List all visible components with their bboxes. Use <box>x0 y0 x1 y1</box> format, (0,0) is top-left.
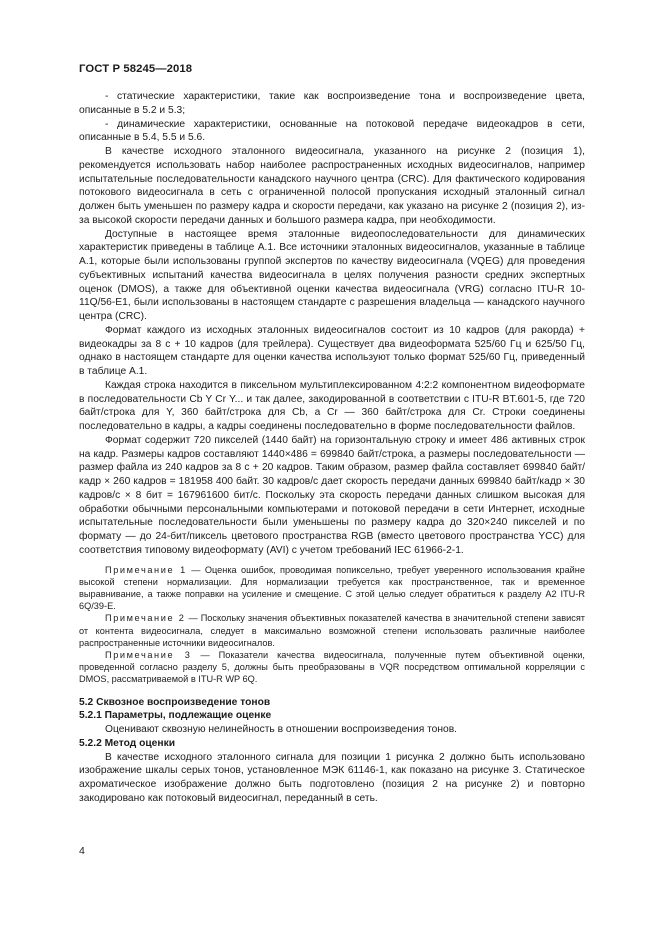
note-label: Примечание 2 <box>105 613 186 624</box>
page-number: 4 <box>79 845 85 857</box>
note-text: — Оценка ошибок, проводимая попиксельно, требует уверенного использования крайне высокой степени нормализации. Для нормализации требуется как пространственное, так и временное выравнивание, а также поправки на усиление и смещение. С этой целью следует обратиться к разделу А2 ITU-R 6Q/39-E. <box>79 564 585 612</box>
note-text: — Поскольку значения объективных показателей качества в значительной степени зависят от контента видеосигнала, следует в максимально возможной степени использовать различные наиболее распространенные источники видеосигналов. <box>79 613 585 648</box>
paragraph-format: Формат каждого из исходных эталонных видеосигналов состоит из 10 кадров (для ракорда) + видеокадры за 8 с + 10 кадров (для трейлера). Существует два видеоформата 525/60 Гц и 625/50 Гц, однако в настоящем стандарте для оценки качества используют только формат 525/60 Гц, приведенный в таблице А.1. <box>79 324 585 377</box>
note-label: Примечание 3 <box>105 649 192 660</box>
subsection-heading-method: 5.2.2 Метод оценки <box>79 737 175 749</box>
note-3 <box>79 649 585 686</box>
subsection-heading-parameters: 5.2.1 Параметры, подлежащие оценке <box>79 710 272 722</box>
paragraph-parameters: Оценивают сквозную нелинейность в отношении воспроизведения тонов. <box>105 724 458 736</box>
paragraph-reference-source: В качестве исходного эталонного видеосигнала, указанного на рисунке 2 (позиция 1), рекомендуется использовать набор наиболее распространенных исходных видеосигналов, например испытательные последовательности канадского научного центра (CRC). Для фактического кодирования потокового видеосигнала в сеть с ограниченной полосой пропускания исходный эталонный сигнал должен быть уменьшен по размеру кадра и скорости передачи, как указано на рисунке 2 (позиция 2), из-за высокой скорости передачи данных и большого размера кадра, при необходимости. <box>79 146 585 226</box>
paragraph-reference-sequences: Доступные в настоящее время эталонные видеопоследовательности для динамических характеристик приведены в таблице А.1. Все источники эталонных видеосигналов, указанные в таблице А.1, которые были использованы группой экспертов по качеству видеосигнала (VQEG) для проведения субъективных испытаний качества видеосигнала в целях получения разности средних экспертных оценок (DMOS), а также для объективной оценки качества видеосигнала (VRG) согласно ITU-R 10-11Q/56-E1, были использованы в настоящем стандарте с разрешения владельца — канадского научного центра (CRC). <box>79 228 585 322</box>
section-heading: 5.2 Сквозное воспроизведение тонов <box>79 696 271 708</box>
note-2 <box>79 612 585 649</box>
paragraph-method: В качестве исходного эталонного сигнала для позиции 1 рисунка 2 должно быть использовано изображение шкалы серых тонов, установленное МЭК 61146-1, как показано на рисунке 3. Статическое ахроматическое изображение должно быть подготовлено (позиция 2 на рисунке 2) и повторно закодировано как потоковый видеосигнал, переданный в сеть. <box>79 751 585 804</box>
document-body <box>79 90 585 806</box>
paragraph-dynamic-characteristics: - динамические характеристики, основанные на потоковой передаче видеокадров в сети, описанные в 5.4, 5.5 и 5.6. <box>79 118 585 144</box>
document-header: ГОСТ Р 58245—2018 <box>79 63 193 75</box>
note-text: — Показатели качества видеосигнала, полученные путем объективной оценки, проведенной согласно разделу 5, должны быть преобразованы в VQR посредством оптимальной корреляции с DMOS, рассматриваемой в ITU-R WP 6Q. <box>79 649 585 685</box>
note-1 <box>79 564 585 613</box>
paragraph-static-characteristics: - статические характеристики, такие как воспроизведение тона и воспроизведение цвета, описанные в 5.2 и 5.3; <box>79 91 585 116</box>
paragraph-frame-size: Формат содержит 720 пикселей (1440 байт) на горизонтальную строку и имеет 486 активных строк на кадр. Размеры кадров составляют 1440×486 = 699840 байт/строка, а размеры последовательности — размер файла из 240 кадров за 8 с + 20 кадров. Таким образом, размер файла составляет 699840 байт/кадр × 260 кадров = 181958 400 байт. 30 кадров/с дает скорость передачи данных 699840 байт/кадр × 30 кадров/с × 8 бит = 167961600 бит/с. Поскольку эта скорость передачи данных слишком высокая для обработки обычными персональными компьютерами и потоковой передачи в сети Интернет, исходные испытательные последовательности были уменьшены по размеру кадра до 320×240 пикселей и по формату — до 24-бит/пиксель цветового пространства RGB (вместо цветового пространства YCC) для соответствия типовому видеоформату (AVI) с учетом требований IEC 61966-2-1. <box>79 434 585 556</box>
paragraph-line-format: Каждая строка находится в пиксельном мультиплексированном 4:2:2 компонентном видеоформате в последовательности Cb Y Cr Y... и так далее, закодированной в соответствии с ITU-R BT.601-5, где 720 байт/строка для Y, 360 байт/строка для Cb, а Cr — 360 байт/строка для Cr. Строки соединены последовательно в кадры, а кадры соединены последовательно в форме последовательности файлов. <box>79 379 585 432</box>
note-label: Примечание 1 <box>105 564 187 575</box>
